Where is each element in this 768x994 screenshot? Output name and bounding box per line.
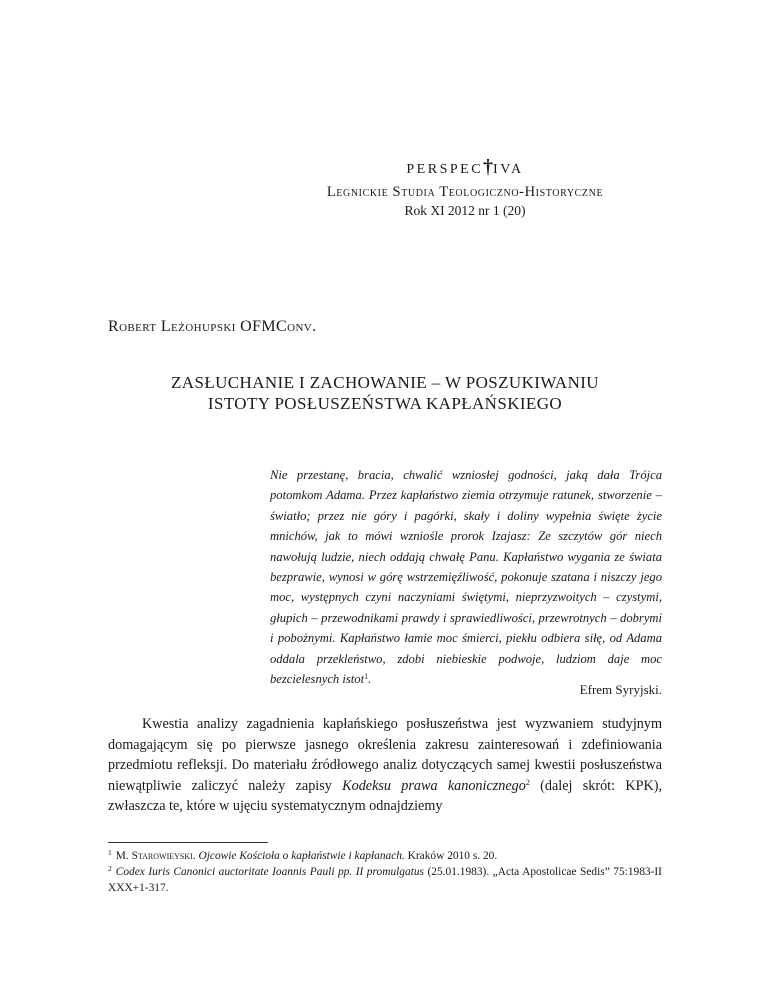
- footnote-details: (25.01.1983). „Acta Apostolicae Sedis” 75:1983-II XXX+1-317.: [108, 866, 662, 894]
- brand-suffix: iva: [493, 156, 524, 178]
- journal-brand: [320, 156, 610, 179]
- body-text: [108, 714, 662, 817]
- body-paragraph: [108, 714, 662, 817]
- cross-icon: †: [483, 156, 494, 178]
- brand-prefix: perspec: [406, 156, 484, 178]
- footnote-1: [108, 848, 662, 864]
- footnote-number: 1: [108, 848, 112, 857]
- epigraph-end: .: [368, 672, 372, 687]
- footnotes: [108, 848, 662, 896]
- journal-series: Legnickie Studia Teologiczno-Historyczne: [326, 184, 604, 200]
- body-text-part-2: (dalej skrót: KPK), zwłaszcza te, które w ujęciu systematycznym odnajdziemy: [108, 777, 662, 814]
- body-italic-title: Kodeksu prawa kanonicznego: [342, 777, 526, 794]
- footnote-divider: [108, 842, 268, 843]
- footnote-2: [108, 864, 662, 896]
- body-text-part-1: Kwestia analizy zagadnienia kapłańskiego posłuszeństwa jest wyzwaniem studyjnym domagającym się po pierwsze jasnego określenia zakresu zainteresowań i zdefiniowania przedmiotu refleksji. Do materiału źródłowego analiz dotyczących samej kwestii posłuszeństwa niewątpliwie zaliczyć należy zapisy: [108, 716, 662, 794]
- article-author: Robert Leżohupski OFMConv.: [108, 318, 317, 335]
- footnote-title: Ojcowie Kościoła o kapłaństwie i kapłanach.: [198, 850, 405, 862]
- footnote-title: Codex Iuris Canonici auctoritate Ioannis Pauli pp. II promulgatus: [115, 866, 424, 878]
- epigraph-text: Nie przestanę, bracia, chwalić wzniosłej godności, jaką dała Trójca potomkom Adama. Przez kapłaństwo ziemia otrzymuje ratunek, stworzenie – światło; przez nie góry i pagórki, skały i doliny wypełnia święte życie mnichów, jak to mówi wzniośle prorok Izajasz: Ze szczytów gór niech nawołują ludzie, niech oddają chwałę Panu. Kapłaństwo wygania ze świata bezprawie, wynosi w górę wstrzemięźliwość, pokonuje szatana i niszczy jego moc, występnych czyni naczyniami świętymi, nieprzyzwoitych – czystymi, głupich – przewodnikami prawdy i sprawiedliwości, przewrotnych – dobrymi i pobożnymi. Kapłaństwo łamie moc śmierci, piekłu odbiera siłę, od Adama oddala przekleństwo, zdobi niebieskie podwoje, ludziom daje moc bezcielesnych istot: [270, 468, 662, 687]
- footnote-ref-1[interactable]: 1: [364, 672, 369, 682]
- footnote-details: Kraków 2010 s. 20.: [404, 850, 498, 862]
- footnote-number: 2: [108, 864, 112, 873]
- journal-issue: Rok XI 2012 nr 1 (20): [404, 203, 526, 218]
- epigraph: [270, 465, 662, 689]
- article-title: [108, 372, 662, 414]
- title-line-2: ISTOTY POSŁUSZEŃSTWA KAPŁAŃSKIEGO: [207, 394, 563, 413]
- epigraph-source: Efrem Syryjski.: [579, 682, 662, 697]
- title-line-1: ZASŁUCHANIE I ZACHOWANIE – W POSZUKIWANIU: [171, 373, 599, 392]
- footnote-author: M. Starowieyski.: [115, 850, 196, 862]
- footnote-ref-2[interactable]: 2: [525, 777, 530, 787]
